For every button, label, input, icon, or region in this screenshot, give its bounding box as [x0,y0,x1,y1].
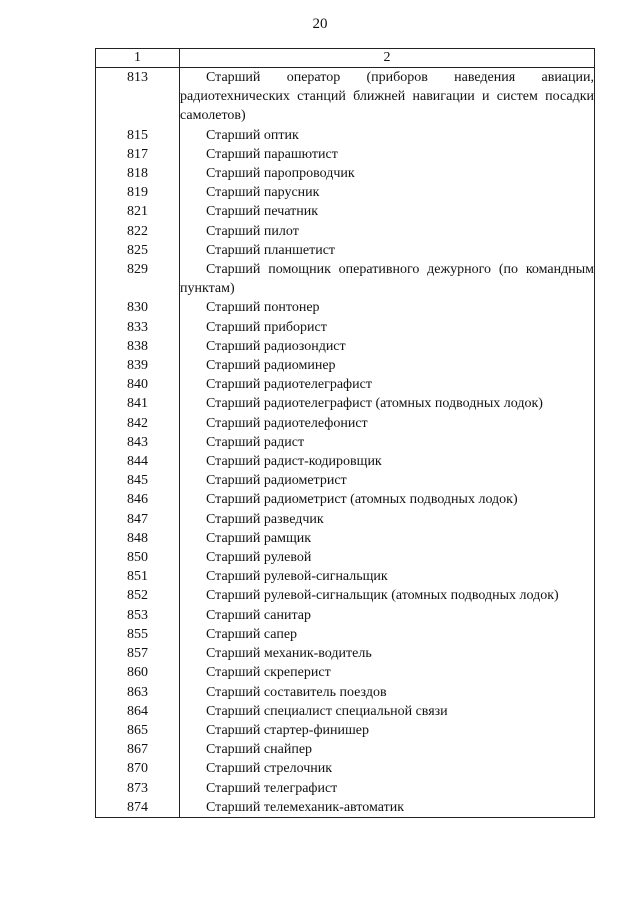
row-title: Старший стрелочник [206,761,333,777]
table-row [96,490,595,509]
table-row [96,740,595,759]
row-cell-title [180,567,595,586]
table-row [96,241,595,260]
row-title: Старший парусник [206,185,320,201]
row-code: 825 [96,241,180,260]
table-row [96,471,595,490]
row-title: Старший рамщик [206,530,312,546]
table-row [96,663,595,682]
row-code: 851 [96,567,180,586]
row-title: Старший паропроводчик [206,166,355,182]
row-cell-title [180,471,595,490]
row-cell-title [180,490,595,509]
row-title: Старший рулевой [206,550,312,566]
row-title: Старший санитар [206,607,312,623]
row-cell-title [180,241,595,260]
row-code: 829 [96,260,180,298]
row-cell-title [180,202,595,221]
row-cell-title [180,433,595,452]
row-title: Старший снайпер [206,742,313,758]
row-title: Старший радиоминер [206,358,336,374]
row-title: Старший радиозондист [206,338,346,354]
row-code: 813 [96,68,180,126]
row-cell-title [180,663,595,682]
row-code: 857 [96,644,180,663]
table-row [96,318,595,337]
row-cell-title [180,759,595,778]
row-cell-title [180,394,595,413]
row-title: Старший составитель поездов [206,684,387,700]
row-title: Старший приборист [206,319,327,335]
row-cell-title [180,145,595,164]
table-row [96,164,595,183]
row-code: 874 [96,798,180,818]
row-cell-title [180,126,595,145]
table-row [96,798,595,818]
row-code: 867 [96,740,180,759]
table-row [96,644,595,663]
page-number: 20 [312,16,328,32]
table-row [96,394,595,413]
table-row [96,510,595,529]
row-code: 852 [96,586,180,605]
table-row [96,452,595,471]
row-cell-title [180,529,595,548]
row-code: 819 [96,183,180,202]
row-cell-title [180,356,595,375]
row-title: Старший разведчик [206,511,324,527]
table-row [96,202,595,221]
row-cell-title [180,298,595,317]
row-code: 821 [96,202,180,221]
row-cell-title [180,548,595,567]
table-body [96,68,595,818]
row-cell-title [180,337,595,356]
row-title: Старший печатник [206,204,319,220]
row-title: Старший радиотелеграфист [206,377,372,393]
table-row [96,298,595,317]
row-title: Старший телемеханик-автоматик [206,799,404,815]
row-code: 830 [96,298,180,317]
row-title: Старший скреперист [206,665,331,681]
table-row [96,759,595,778]
row-cell-title [180,625,595,644]
row-cell-title [180,510,595,529]
occupation-table [95,48,595,818]
table-row [96,183,595,202]
table-row [96,567,595,586]
header-row [96,49,595,68]
row-title: Старший сапер [206,626,298,642]
row-title: Старший рулевой-сигнальщик (атомных подводных лодок) [206,588,559,604]
row-cell-title [180,798,595,818]
row-cell-title [180,222,595,241]
table-row [96,145,595,164]
row-code: 817 [96,145,180,164]
row-title: Старший радиометрист (атомных подводных лодок) [206,492,518,508]
row-cell-title [180,414,595,433]
table-row [96,702,595,721]
row-title: Старший радиометрист [206,473,347,489]
row-cell-title [180,644,595,663]
table-row [96,529,595,548]
row-code: 847 [96,510,180,529]
table-row [96,337,595,356]
table-row [96,683,595,702]
table-row [96,779,595,798]
row-title: Старший радист [206,434,305,450]
row-code: 839 [96,356,180,375]
row-title: Старший пилот [206,223,299,239]
row-code: 855 [96,625,180,644]
row-cell-title [180,721,595,740]
row-code: 850 [96,548,180,567]
table-row [96,433,595,452]
column-header-1: 1 [96,49,180,68]
row-cell-title [180,318,595,337]
row-title: Старший оператор (приборов наведения авиации, радиотехнических станций ближней навигации и систем посадки самолетов) [180,70,594,124]
row-title: Старший помощник оперативного дежурного (по командным пунктам) [180,262,594,297]
row-code: 846 [96,490,180,509]
row-code: 841 [96,394,180,413]
table-header [96,49,595,68]
row-title: Старший механик-водитель [206,646,372,662]
row-code: 822 [96,222,180,241]
row-code: 873 [96,779,180,798]
table-row [96,586,595,605]
row-title: Старший планшетист [206,242,336,258]
row-cell-title [180,68,595,126]
row-cell-title [180,779,595,798]
row-title: Старший радист-кодировщик [206,454,382,470]
row-code: 818 [96,164,180,183]
row-code: 865 [96,721,180,740]
row-code: 843 [96,433,180,452]
table-row [96,68,595,126]
table-row [96,260,595,298]
row-title: Старший стартер-финишер [206,722,369,738]
row-cell-title [180,183,595,202]
row-cell-title [180,702,595,721]
table-row [96,375,595,394]
row-code: 870 [96,759,180,778]
row-cell-title [180,260,595,298]
row-cell-title [180,452,595,471]
row-title: Старший оптик [206,127,299,143]
row-cell-title [180,586,595,605]
row-code: 864 [96,702,180,721]
row-code: 845 [96,471,180,490]
row-cell-title [180,375,595,394]
row-cell-title [180,164,595,183]
row-code: 842 [96,414,180,433]
row-code: 863 [96,683,180,702]
row-code: 848 [96,529,180,548]
row-title: Старший парашютист [206,146,338,162]
table-row [96,126,595,145]
row-title: Старший телеграфист [206,780,338,796]
row-title: Старший радиотелефонист [206,415,368,431]
table-row [96,414,595,433]
row-code: 844 [96,452,180,471]
row-code: 815 [96,126,180,145]
table-row [96,222,595,241]
row-title: Старший радиотелеграфист (атомных подводных лодок) [206,396,543,412]
row-title: Старший специалист специальной связи [206,703,448,719]
row-cell-title [180,740,595,759]
row-cell-title [180,683,595,702]
table-row [96,548,595,567]
table-row [96,606,595,625]
row-cell-title [180,606,595,625]
table-row [96,721,595,740]
row-code: 840 [96,375,180,394]
row-code: 838 [96,337,180,356]
row-title: Старший понтонер [206,300,320,316]
row-code: 853 [96,606,180,625]
row-code: 860 [96,663,180,682]
table-row [96,625,595,644]
column-header-2: 2 [180,49,595,68]
row-code: 833 [96,318,180,337]
row-title: Старший рулевой-сигнальщик [206,569,388,585]
table-row [96,356,595,375]
